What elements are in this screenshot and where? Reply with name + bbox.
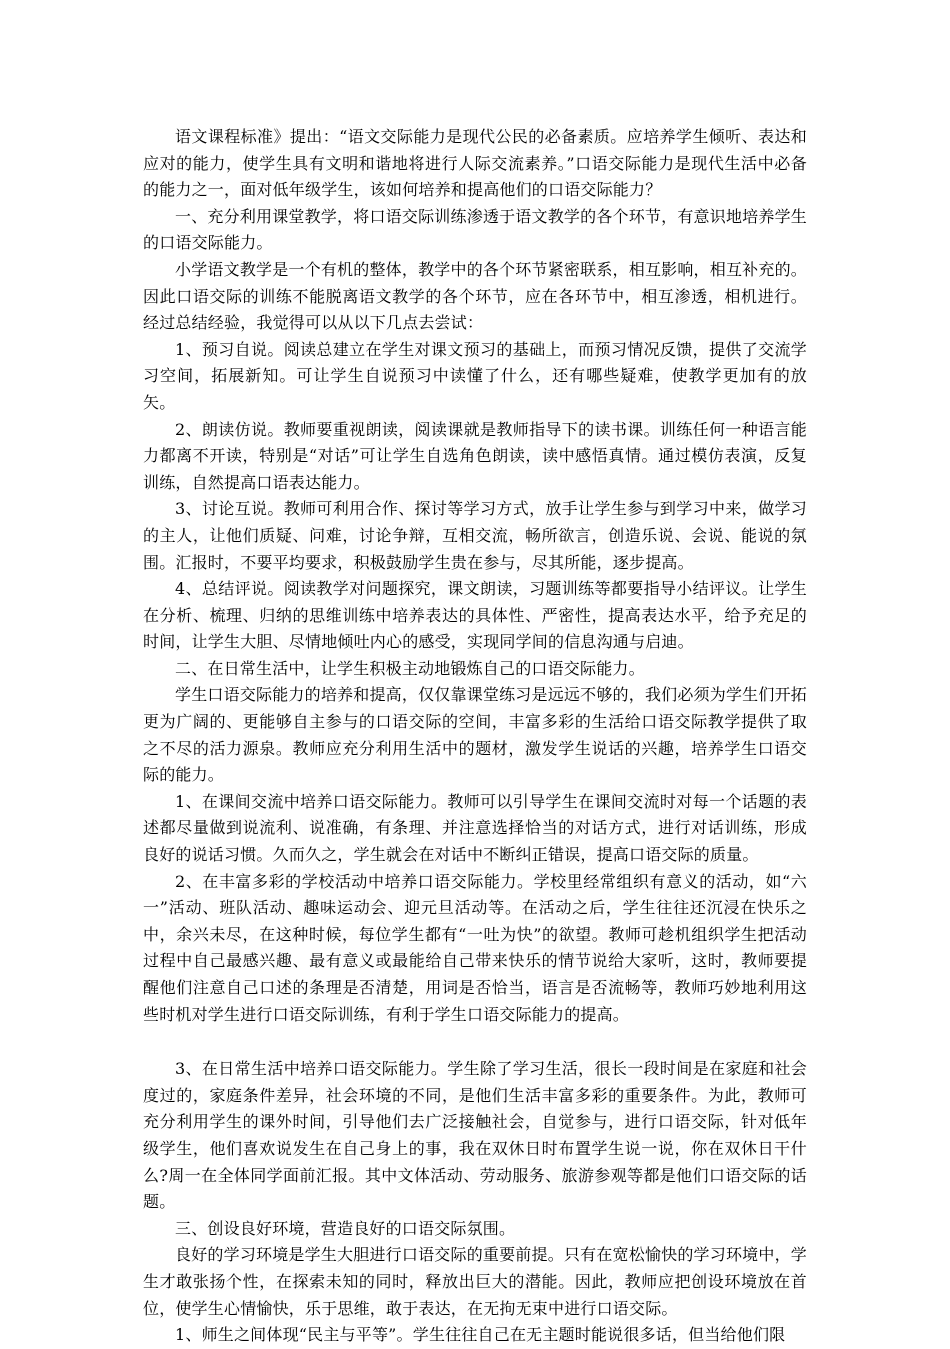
intro-paragraph: 语文课程标准》提出：“语文交际能力是现代公民的必备素质。应培养学生倾听、表达和应对的能力，使学生具有文明和谐地将进行人际交流素养。”口语交际能力是现代生活中必备的能力之一，面对低年级学生，该如何培养和提高他们的口语交际能力？ bbox=[143, 127, 807, 200]
section-heading-1: 一、充分利用课堂教学，将口语交际训练渗透于语文教学的各个环节，有意识地培养学生的口语交际能力。 bbox=[143, 206, 807, 253]
document-body bbox=[143, 124, 807, 1349]
body-paragraph: 学生口语交际能力的培养和提高，仅仅靠课堂练习是远远不够的，我们必须为学生们开拓更为广阔的、更能够自主参与的口语交际的空间，丰富多彩的生活给口语交际教学提供了取之不尽的活力源泉。教师应充分利用生活中的题材，激发学生说话的兴趣，培养学生口语交际的能力。 bbox=[143, 685, 807, 785]
body-paragraph: 小学语文教学是一个有机的整体，教学中的各个环节紧密联系，相互影响，相互补充的。因此口语交际的训练不能脱离语文教学的各个环节，应在各环节中，相互渗透，相机进行。经过总结经验，我觉得可以从以下几点去尝试： bbox=[143, 259, 807, 333]
section-heading-3: 三、创设良好环境，营造良好的口语交际氛围。 bbox=[175, 1218, 516, 1238]
list-item-teacher-student: 1、师生之间体现“民主与平等”。学生往往自己在无主题时能说很多话，但当给他们限 bbox=[175, 1325, 786, 1345]
section-heading-2: 二、在日常生活中，让学生积极主动地锻炼自己的口语交际能力。 bbox=[175, 658, 645, 678]
blank-line bbox=[143, 1028, 807, 1056]
list-item-summary: 4、总结评说。阅读教学对问题探究，课文朗读，习题训练等都要指导小结评议。让学生在分析、梳理、归纳的思维训练中培养表达的具体性、严密性，提高表达水平，给予充足的时间，让学生大胆、尽情地倾吐内心的感受，实现同学间的信息沟通与启迪。 bbox=[143, 579, 807, 652]
body-paragraph: 良好的学习环境是学生大胆进行口语交际的重要前提。只有在宽松愉快的学习环境中，学生才敢张扬个性，在探索未知的同时，释放出巨大的潜能。因此，教师应把创设环境放在首位，使学生心情愉快，乐于思维，敢于表达，在无拘无束中进行口语交际。 bbox=[143, 1245, 807, 1318]
list-item-daily-life: 3、在日常生活中培养口语交际能力。学生除了学习生活，很长一段时间是在家庭和社会度过的，家庭条件差异，社会环境的不同，是他们生活丰富多彩的重要条件。为此，教师可充分利用学生的课外时间，引导他们去广泛接触社会，自觉参与，进行口语交际，针对低年级学生，他们喜欢说发生在自己身上的事，我在双休日时布置学生说一说，你在双休日干什么?周一在全体同学面前汇报。其中文体活动、劳动服务、旅游参观等都是他们口语交际的话题。 bbox=[143, 1059, 807, 1212]
list-item-discussion: 3、讨论互说。教师可利用合作、探讨等学习方式，放手让学生参与到学习中来，做学习的主人，让他们质疑、问难，讨论争辩，互相交流，畅所欲言，创造乐说、会说、能说的氛围。汇报时，不要平均要求，积极鼓励学生贵在参与，尽其所能，逐步提高。 bbox=[143, 499, 807, 572]
list-item-reading-imitation: 2、朗读仿说。教师要重视朗读，阅读课就是教师指导下的读书课。训练任何一种语言能力都离不开读，特别是“对话”可让学生自选角色朗读，读中感悟真情。通过模仿表演，反复训练，自然提高口语表达能力。 bbox=[143, 419, 807, 492]
list-item-school-activities: 2、在丰富多彩的学校活动中培养口语交际能力。学校里经常组织有意义的活动，如“六一”活动、班队活动、趣味运动会、迎元旦活动等。在活动之后，学生往往还沉浸在快乐之中，余兴未尽，在这种时候，每位学生都有“一吐为快”的欲望。教师可趁机组织学生把活动过程中自己最感兴趣、最有意义或最能给自己带来快乐的情节说给大家听，这时，教师要提醒他们注意自己口述的条理是否清楚，用词是否恰当，语言是否流畅等，教师巧妙地利用这些时机对学生进行口语交际训练，有利于学生口语交际能力的提高。 bbox=[143, 871, 807, 1024]
list-item-preview-speaking: 1、预习自说。阅读总建立在学生对课文预习的基础上，而预习情况反馈，提供了交流学习空间，拓展新知。可让学生自说预习中读懂了什么，还有哪些疑难，使教学更加有的放矢。 bbox=[143, 339, 807, 412]
list-item-class-break: 1、在课间交流中培养口语交际能力。教师可以引导学生在课间交流时对每一个话题的表述都尽量做到说流利、说准确，有条理、并注意选择恰当的对话方式，进行对话训练，形成良好的说话习惯。久而久之，学生就会在对话中不断纠正错误，提高口语交际的质量。 bbox=[143, 791, 807, 865]
